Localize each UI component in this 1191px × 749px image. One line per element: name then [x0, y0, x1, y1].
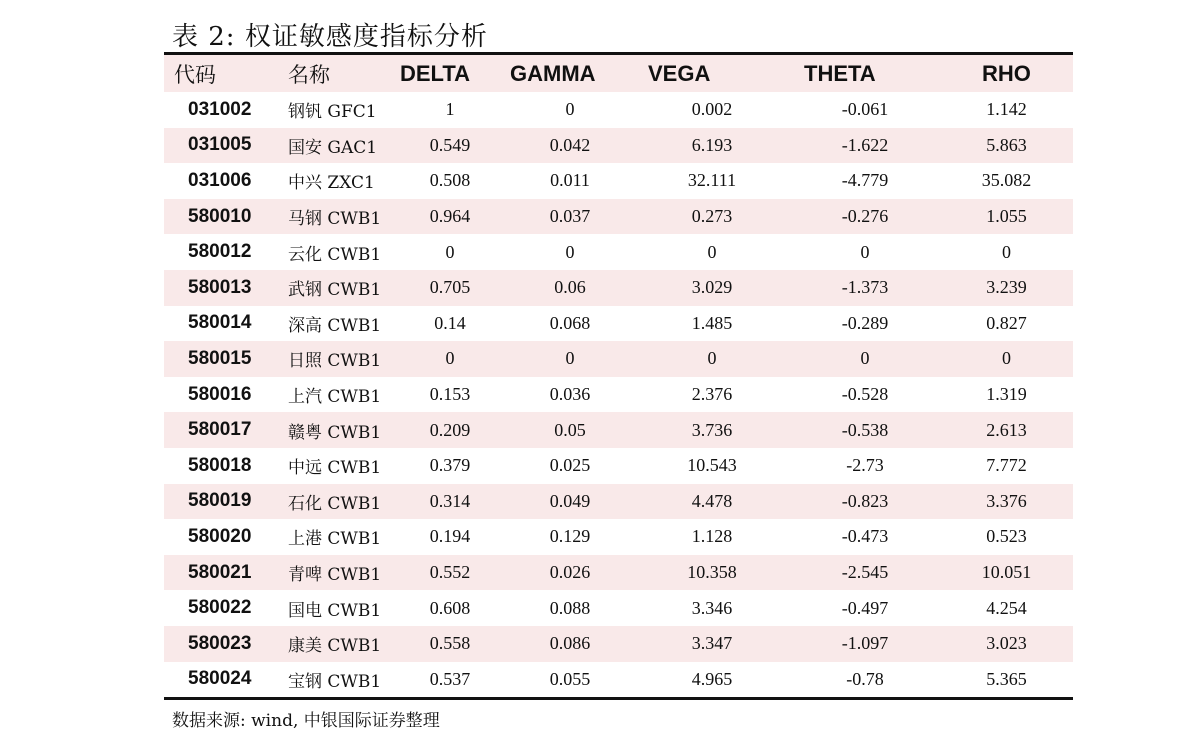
cell-vega: 0 — [707, 241, 717, 262]
cell-rho: 3.239 — [940, 270, 1073, 306]
cell-rho: 10.051 — [940, 555, 1073, 591]
header-code: 代码 — [164, 55, 278, 92]
cell-delta: 0.705 — [394, 270, 506, 306]
cell-theta: -2.545 — [790, 555, 940, 591]
cell-theta: -0.497 — [841, 597, 889, 618]
table-row — [164, 92, 1073, 128]
cell-gamma: 0.026 — [506, 555, 634, 591]
cell-name: 深高 CWB1 — [288, 315, 382, 336]
cell-vega: 0.002 — [691, 99, 733, 120]
cell-vega: 10.358 — [634, 555, 790, 591]
cell-gamma: 0.129 — [549, 526, 591, 547]
cell-code: 580014 — [188, 312, 252, 334]
cell-theta: -0.823 — [790, 484, 940, 520]
cell-theta: -0.473 — [841, 526, 889, 547]
cell-delta: 0 — [445, 241, 455, 262]
cell-gamma: 0.068 — [549, 312, 591, 333]
cell-name: 赣粤 CWB1 — [278, 412, 394, 448]
cell-theta: -0.528 — [841, 384, 889, 405]
cell-name: 日照 CWB1 — [278, 341, 394, 377]
cell-vega: 3.347 — [634, 626, 790, 662]
cell-theta: 0 — [860, 241, 870, 262]
cell-vega: 0.273 — [634, 199, 790, 235]
table-row — [164, 626, 1073, 662]
cell-delta: 0.508 — [429, 170, 471, 191]
cell-rho: 0 — [1002, 241, 1011, 262]
cell-gamma: 0.055 — [549, 668, 591, 689]
table-row — [164, 163, 1073, 199]
cell-name: 马钢 CWB1 — [278, 199, 394, 235]
table-row — [164, 590, 1073, 626]
cell-gamma: 0.025 — [549, 455, 591, 476]
cell-name: 康美 CWB1 — [278, 626, 394, 662]
cell-name: 上港 CWB1 — [288, 529, 382, 550]
cell-theta: -0.276 — [790, 199, 940, 235]
cell-code: 580022 — [188, 597, 252, 619]
cell-gamma: 0.042 — [506, 128, 634, 164]
cell-rho: 4.254 — [986, 597, 1027, 618]
table-row — [164, 412, 1073, 448]
cell-delta: 1 — [445, 99, 455, 120]
cell-vega: 2.376 — [691, 384, 733, 405]
cell-rho: 1.055 — [940, 199, 1073, 235]
header-theta: THETA — [790, 55, 940, 92]
cell-gamma: 0.088 — [549, 597, 591, 618]
cell-code: 580016 — [188, 383, 252, 405]
sensitivity-table — [164, 52, 1073, 700]
table-row — [164, 662, 1073, 698]
cell-vega: 4.965 — [691, 668, 733, 689]
cell-theta: -1.097 — [790, 626, 940, 662]
cell-name: 宝钢 CWB1 — [288, 671, 382, 692]
cell-code: 031005 — [164, 128, 278, 164]
cell-vega: 32.111 — [687, 170, 737, 191]
cell-rho: 2.613 — [940, 412, 1073, 448]
table-row — [164, 234, 1073, 270]
cell-delta: 0 — [394, 341, 506, 377]
bottom-rule — [164, 697, 1073, 700]
cell-theta: -1.373 — [790, 270, 940, 306]
cell-gamma: 0.086 — [506, 626, 634, 662]
cell-code: 580013 — [164, 270, 278, 306]
table-row — [164, 448, 1073, 484]
cell-delta: 0.314 — [394, 484, 506, 520]
cell-rho: 7.772 — [986, 455, 1027, 476]
cell-vega: 3.346 — [691, 597, 733, 618]
header-gamma: GAMMA — [506, 55, 634, 92]
cell-gamma: 0.036 — [549, 384, 591, 405]
cell-name: 中远 CWB1 — [288, 458, 382, 479]
cell-vega: 6.193 — [634, 128, 790, 164]
cell-vega: 1.485 — [691, 312, 733, 333]
cell-gamma: 0 — [565, 241, 575, 262]
cell-gamma: 0.011 — [550, 170, 590, 191]
cell-code: 580018 — [188, 454, 252, 476]
cell-delta: 0.153 — [429, 384, 471, 405]
cell-theta: -1.622 — [790, 128, 940, 164]
cell-name: 国电 CWB1 — [288, 600, 382, 621]
cell-delta: 0.194 — [429, 526, 471, 547]
cell-name: 青啤 CWB1 — [278, 555, 394, 591]
cell-name: 石化 CWB1 — [278, 484, 394, 520]
cell-code: 031006 — [188, 169, 252, 191]
cell-delta: 0.608 — [429, 597, 471, 618]
cell-code: 580017 — [164, 412, 278, 448]
table-row — [164, 270, 1073, 306]
table-row — [164, 199, 1073, 235]
cell-theta: -0.289 — [841, 312, 889, 333]
cell-code: 580012 — [188, 241, 252, 263]
table-row — [164, 341, 1073, 377]
cell-gamma: 0.049 — [506, 484, 634, 520]
table-row — [164, 306, 1073, 342]
table-row — [164, 484, 1073, 520]
cell-name: 上汽 CWB1 — [288, 387, 382, 408]
cell-theta: -2.73 — [846, 455, 884, 476]
table-row — [164, 128, 1073, 164]
cell-rho: 0.523 — [986, 526, 1027, 547]
cell-delta: 0.558 — [394, 626, 506, 662]
cell-rho: 3.376 — [940, 484, 1073, 520]
cell-rho: 5.365 — [986, 668, 1027, 689]
cell-code: 580023 — [164, 626, 278, 662]
cell-delta: 0.537 — [429, 668, 471, 689]
table-row — [164, 377, 1073, 413]
cell-vega: 10.543 — [687, 455, 737, 476]
cell-name: 武钢 CWB1 — [278, 270, 394, 306]
cell-rho: 35.082 — [981, 170, 1032, 191]
table-title: 表 2: 权证敏感度指标分析 — [172, 22, 488, 52]
cell-delta: 0.549 — [394, 128, 506, 164]
cell-code: 580019 — [164, 484, 278, 520]
cell-code: 580024 — [188, 668, 252, 690]
cell-delta: 0.209 — [394, 412, 506, 448]
cell-code: 580020 — [188, 525, 252, 547]
cell-code: 031002 — [188, 98, 252, 120]
header-delta: DELTA — [394, 55, 506, 92]
table-row — [164, 555, 1073, 591]
cell-code: 580015 — [164, 341, 278, 377]
cell-rho: 1.142 — [986, 99, 1027, 120]
cell-delta: 0.964 — [394, 199, 506, 235]
cell-gamma: 0.06 — [506, 270, 634, 306]
cell-rho: 3.023 — [940, 626, 1073, 662]
cell-gamma: 0 — [506, 341, 634, 377]
cell-code: 580010 — [164, 199, 278, 235]
cell-theta: -4.779 — [841, 170, 889, 191]
cell-rho: 0 — [940, 341, 1073, 377]
cell-delta: 0.552 — [394, 555, 506, 591]
cell-theta: 0 — [790, 341, 940, 377]
cell-vega: 4.478 — [634, 484, 790, 520]
cell-gamma: 0.05 — [506, 412, 634, 448]
cell-name: 中兴 ZXC1 — [288, 173, 375, 194]
header-name: 名称 — [278, 55, 394, 92]
cell-name: 国安 GAC1 — [278, 128, 394, 164]
cell-name: 钢钒 GFC1 — [288, 102, 377, 123]
cell-gamma: 0.037 — [506, 199, 634, 235]
data-source-note: 数据来源: wind, 中银国际证券整理 — [172, 711, 440, 731]
cell-name: 云化 CWB1 — [288, 244, 382, 265]
cell-vega: 3.736 — [634, 412, 790, 448]
table-row — [164, 519, 1073, 555]
cell-vega: 1.128 — [691, 526, 733, 547]
cell-theta: -0.061 — [841, 99, 889, 120]
header-row — [164, 55, 1073, 92]
cell-rho: 5.863 — [940, 128, 1073, 164]
header-rho: RHO — [940, 55, 1073, 92]
header-vega: VEGA — [634, 55, 790, 92]
cell-vega: 3.029 — [634, 270, 790, 306]
cell-delta: 0.379 — [429, 455, 471, 476]
cell-rho: 1.319 — [986, 384, 1027, 405]
cell-theta: -0.78 — [846, 668, 884, 689]
cell-theta: -0.538 — [790, 412, 940, 448]
cell-delta: 0.14 — [434, 312, 466, 333]
cell-vega: 0 — [634, 341, 790, 377]
cell-code: 580021 — [164, 555, 278, 591]
cell-rho: 0.827 — [986, 312, 1027, 333]
cell-gamma: 0 — [565, 99, 575, 120]
